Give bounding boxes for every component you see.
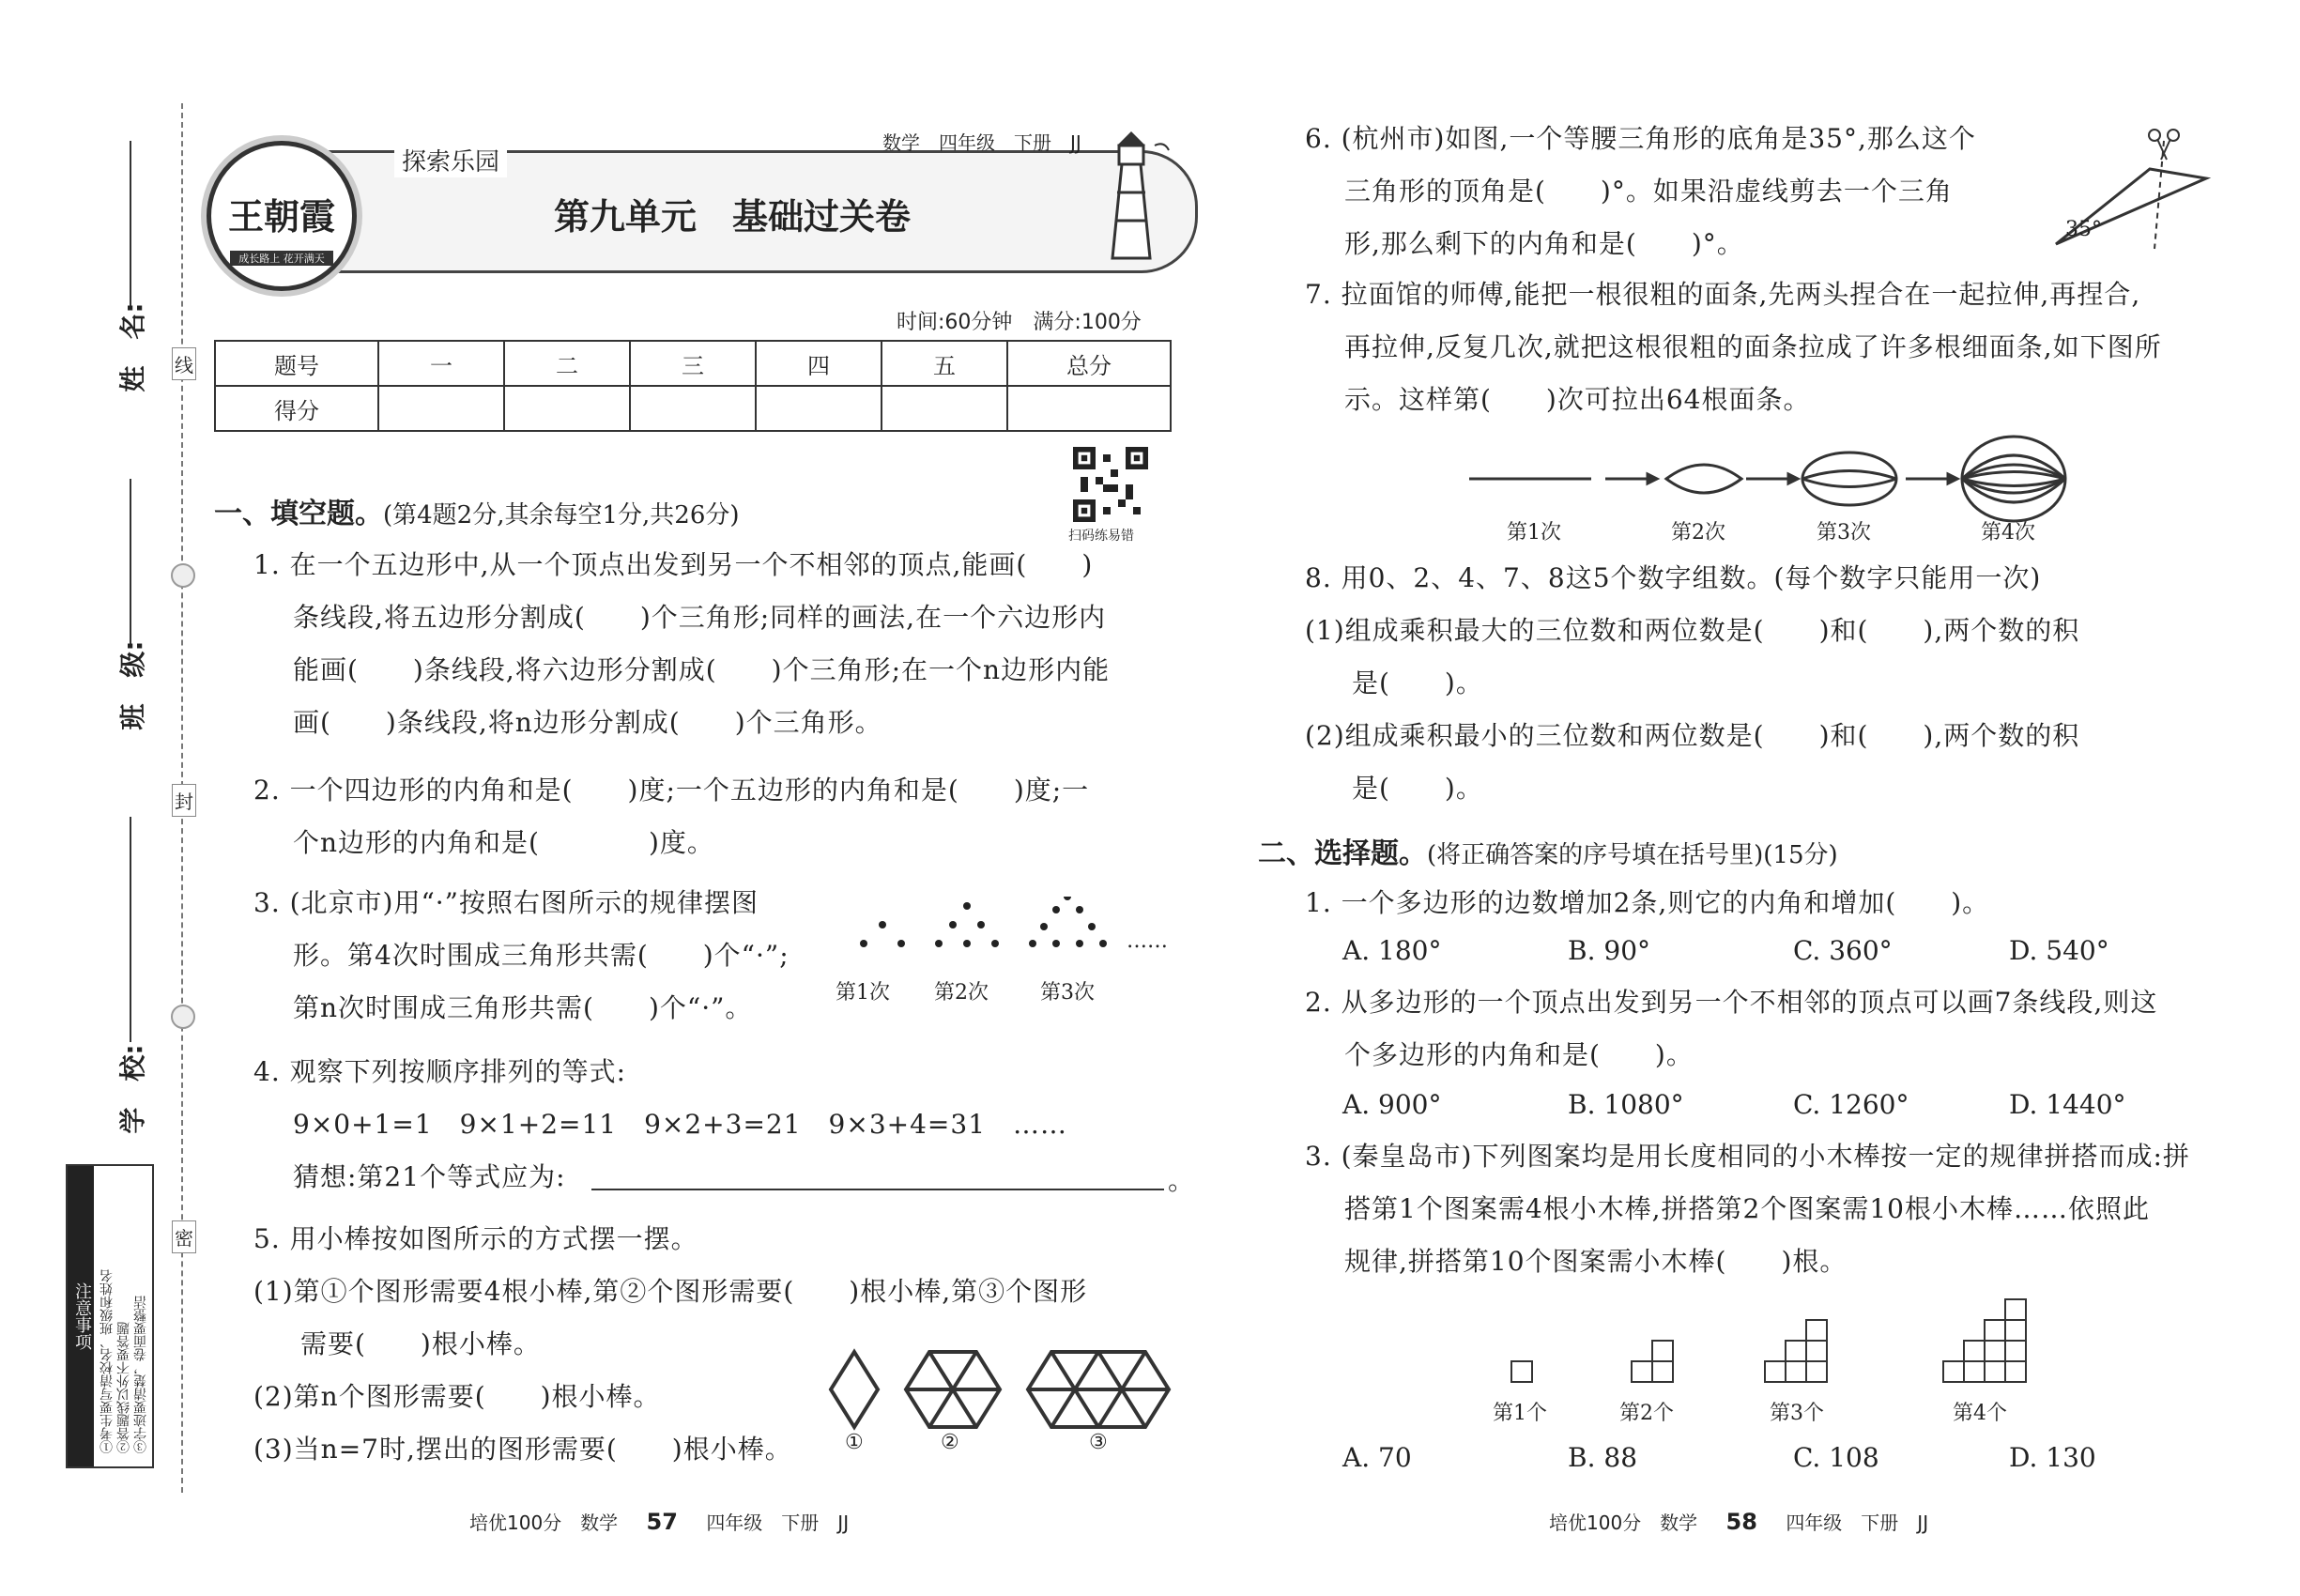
question-line: 3. (北京市)用“·”按照右图所示的规律摆图 <box>253 887 759 918</box>
dot-caption-2: 第2次 <box>934 981 989 1005</box>
score-table-row <box>215 386 1171 431</box>
question-line: (2)组成乘积最小的三位数和两位数是( )和( ),两个数的积 <box>1305 720 2080 751</box>
section2-title: 二、选择题。 <box>1258 837 1427 870</box>
stick-caption-1: ① <box>845 1431 864 1454</box>
stick-caption-3: ③ <box>1089 1431 1108 1454</box>
noodle-figure <box>1464 427 2075 530</box>
question-6 <box>1305 113 1976 270</box>
score-cell[interactable] <box>504 386 630 431</box>
page-title: 第九单元 基础过关卷 <box>553 196 911 238</box>
stick-caption-2: ② <box>941 1431 959 1454</box>
option-d[interactable]: D. 540° <box>2009 935 2109 966</box>
question-line: 搭第1个图案需4根小木棒,拼搭第2个图案需10根小木棒……依照此 <box>1344 1193 2150 1224</box>
question-line: 个多边形的内角和是( )。 <box>1344 1039 1694 1070</box>
score-header-cell: 总分 <box>1007 341 1171 386</box>
name-label: 姓 名: <box>117 302 148 392</box>
question-line: 再拉伸,反复几次,就把这根很粗的面条拉成了许多根细面条,如下图所 <box>1344 331 2162 362</box>
question-3 <box>253 877 790 1035</box>
score-table-header-row <box>215 341 1171 386</box>
notes-line-1: ①考生要写清校名、班级和姓名 <box>100 1269 115 1453</box>
school-label: 学 校: <box>117 1044 148 1134</box>
question-8 <box>1305 552 2079 815</box>
question-line: 示。这样第( )次可拉出64根面条。 <box>1344 384 1811 415</box>
dot-caption-3: 第3次 <box>1040 981 1095 1005</box>
question-line: 形,那么剩下的内角和是( )°。 <box>1344 228 1744 259</box>
section1-title: 一、填空题。 <box>214 498 383 530</box>
option-a[interactable]: A. 900° <box>1342 1089 1442 1120</box>
question-line: 是( )。 <box>1352 773 1483 804</box>
score-cell[interactable] <box>378 386 504 431</box>
cut-mark-3: 密 <box>172 1220 196 1253</box>
question-line: 第n次时围成三角形共需( )个“·”。 <box>293 992 753 1023</box>
page-number: 57 <box>646 1509 678 1535</box>
pattern-caption-2: 第2个 <box>1619 1402 1674 1425</box>
pattern-caption-3: 第3个 <box>1770 1402 1824 1425</box>
cut-mark-2: 封 <box>172 784 196 817</box>
question-line: 规律,拼搭第10个图案需小木棒( )根。 <box>1344 1246 1848 1277</box>
qr-code-icon[interactable] <box>1073 447 1148 522</box>
noodle-caption-2: 第2次 <box>1671 521 1725 545</box>
dot-caption-1: 第1次 <box>836 981 890 1005</box>
header-tag: 探索乐园 <box>394 143 507 177</box>
question-line: 能画( )条线段,将六边形分割成( )个三角形;在一个n边形内能 <box>293 654 1111 685</box>
question-line: 需要( )根小棒。 <box>300 1328 541 1359</box>
pattern-caption-1: 第1个 <box>1493 1402 1547 1425</box>
score-cell[interactable] <box>756 386 882 431</box>
binding-hole-2 <box>171 1005 195 1029</box>
question-line: (2)第n个图形需要( )根小棒。 <box>253 1381 661 1412</box>
binding-hole-1 <box>171 563 195 588</box>
question-line: (1)组成乘积最大的三位数和两位数是( )和( ),两个数的积 <box>1305 615 2080 646</box>
header-meta: 数学 四年级 下册 JJ <box>882 131 1081 154</box>
option-a[interactable]: A. 180° <box>1342 935 1442 966</box>
question-line: 2. 一个四边形的内角和是( )度;一个五边形的内角和是( )度;一 <box>253 775 1090 806</box>
notes-line-3: ③字迹要清楚，卷面要整洁 <box>133 1296 148 1453</box>
section2-note: (将正确答案的序号填在括号里)(15分) <box>1427 841 1838 869</box>
footer-left-page <box>469 1508 849 1535</box>
noodle-caption-1: 第1次 <box>1507 521 1561 545</box>
logo-badge <box>207 141 357 291</box>
q4-end: 。 <box>1168 1165 1196 1196</box>
question-1 <box>253 539 1110 749</box>
notes-line-2: ②答题线以外不要答题 <box>116 1322 131 1453</box>
q4-answer-line[interactable] <box>591 1189 1164 1190</box>
lighthouse-icon <box>1080 127 1183 268</box>
footer-right-page <box>1549 1508 1928 1535</box>
page-number: 58 <box>1725 1509 1757 1535</box>
notes-box <box>66 1164 154 1468</box>
question-line: 画( )条线段,将n边形分割成( )个三角形。 <box>293 707 882 738</box>
score-header-cell: 题号 <box>215 341 378 386</box>
stick-square-pattern-figure <box>1502 1296 2028 1389</box>
score-header-cell: 二 <box>504 341 630 386</box>
question-line: 7. 拉面馆的师傅,能把一根很粗的面条,先两头捏合在一起拉伸,再捏合, <box>1305 279 2141 310</box>
notes-title: 注意事项 <box>68 1166 94 1466</box>
score-row-label: 得分 <box>215 386 378 431</box>
section1-heading <box>214 490 740 531</box>
option-b[interactable]: B. 88 <box>1568 1442 1638 1473</box>
question-line: 三角形的顶角是( )°。如果沿虚线剪去一个三角 <box>1344 176 1953 207</box>
footer-book: 培优100分 数学 <box>469 1512 619 1534</box>
choice-3 <box>1305 1130 2190 1288</box>
option-c[interactable]: C. 108 <box>1793 1442 1879 1473</box>
school-field[interactable] <box>113 817 150 1134</box>
footer-book: 培优100分 数学 <box>1549 1512 1698 1534</box>
section1-note: (第4题2分,其余每空1分,共26分) <box>383 501 740 529</box>
question-line: 2. 从多边形的一个顶点出发到另一个不相邻的顶点可以画7条线段,则这 <box>1305 987 2158 1018</box>
dot-caption-more: …… <box>1127 929 1168 953</box>
option-c[interactable]: C. 360° <box>1793 935 1893 966</box>
score-header-cell: 四 <box>756 341 882 386</box>
question-2 <box>253 764 1089 869</box>
question-line: (1)第①个图形需要4根小棒,第②个图形需要( )根小棒,第③个图形 <box>253 1276 1088 1307</box>
score-cell[interactable] <box>1007 386 1171 431</box>
option-d[interactable]: D. 130 <box>2009 1442 2096 1473</box>
score-header-cell: 一 <box>378 341 504 386</box>
time-score: 时间:60分钟 满分:100分 <box>897 311 1142 334</box>
logo-text: 王朝霞 <box>227 196 335 238</box>
question-line: 3. (秦皇岛市)下列图案均是用长度相同的小木棒按一定的规律拼搭而成:拼 <box>1305 1141 2190 1172</box>
question-line: (3)当n=7时,摆出的图形需要( )根小棒。 <box>253 1434 792 1465</box>
option-c[interactable]: C. 1260° <box>1793 1089 1909 1120</box>
logo-sub: 成长路上 花开满天 <box>230 251 333 266</box>
class-field[interactable] <box>113 479 150 730</box>
option-d[interactable]: D. 1440° <box>2009 1089 2126 1120</box>
question-line: 1. 在一个五边形中,从一个顶点出发到另一个不相邻的顶点,能画( ) <box>253 549 1094 580</box>
question-line: 是( )。 <box>1352 668 1483 698</box>
triangle-angle-label: 35° <box>2065 218 2102 241</box>
score-table <box>214 340 1172 432</box>
question-line: 条线段,将五边形分割成( )个三角形;同样的画法,在一个六边形内 <box>293 602 1107 633</box>
option-a[interactable]: A. 70 <box>1342 1442 1412 1473</box>
score-cell[interactable] <box>630 386 756 431</box>
question-7 <box>1305 269 2162 426</box>
question-line: 5. 用小棒按如图所示的方式摆一摆。 <box>253 1223 698 1254</box>
question-line: 6. (杭州市)如图,一个等腰三角形的底角是35°,那么这个 <box>1305 123 1976 154</box>
score-header-cell: 三 <box>630 341 756 386</box>
option-b[interactable]: B. 90° <box>1568 935 1651 966</box>
question-4 <box>253 1046 1067 1204</box>
name-field[interactable] <box>113 141 150 392</box>
footer-grade: 四年级 下册 JJ <box>1786 1512 1929 1534</box>
noodle-caption-4: 第4次 <box>1981 521 2035 545</box>
question-line: 9×0+1=1 9×1+2=11 9×2+3=21 9×3+4=31 …… <box>293 1109 1068 1140</box>
question-line: 8. 用0、2、4、7、8这5个数字组数。(每个数字只能用一次) <box>1305 562 2042 593</box>
cut-mark-1: 线 <box>172 347 196 380</box>
stick-hexagon-figure <box>826 1343 1183 1436</box>
choice-2 <box>1305 976 2157 1082</box>
score-cell[interactable] <box>882 386 1007 431</box>
footer-grade: 四年级 下册 JJ <box>706 1512 850 1534</box>
pattern-caption-4: 第4个 <box>1953 1402 2007 1425</box>
question-line: 猜想:第21个等式应为: <box>293 1161 566 1192</box>
choice-1: 1. 一个多边形的边数增加2条,则它的内角和增加( )。 <box>1305 887 1990 918</box>
option-b[interactable]: B. 1080° <box>1568 1089 1684 1120</box>
question-line: 形。第4次时围成三角形共需( )个“·”; <box>293 940 790 971</box>
question-line: 4. 观察下列按顺序排列的等式: <box>253 1056 627 1087</box>
qr-caption: 扫码练易错 <box>1068 529 1134 544</box>
class-label: 班 级: <box>117 640 148 730</box>
question-line: 个n边形的内角和是( )度。 <box>293 827 714 858</box>
score-header-cell: 五 <box>882 341 1007 386</box>
section2-heading <box>1258 830 1838 871</box>
noodle-caption-3: 第3次 <box>1817 521 1871 545</box>
